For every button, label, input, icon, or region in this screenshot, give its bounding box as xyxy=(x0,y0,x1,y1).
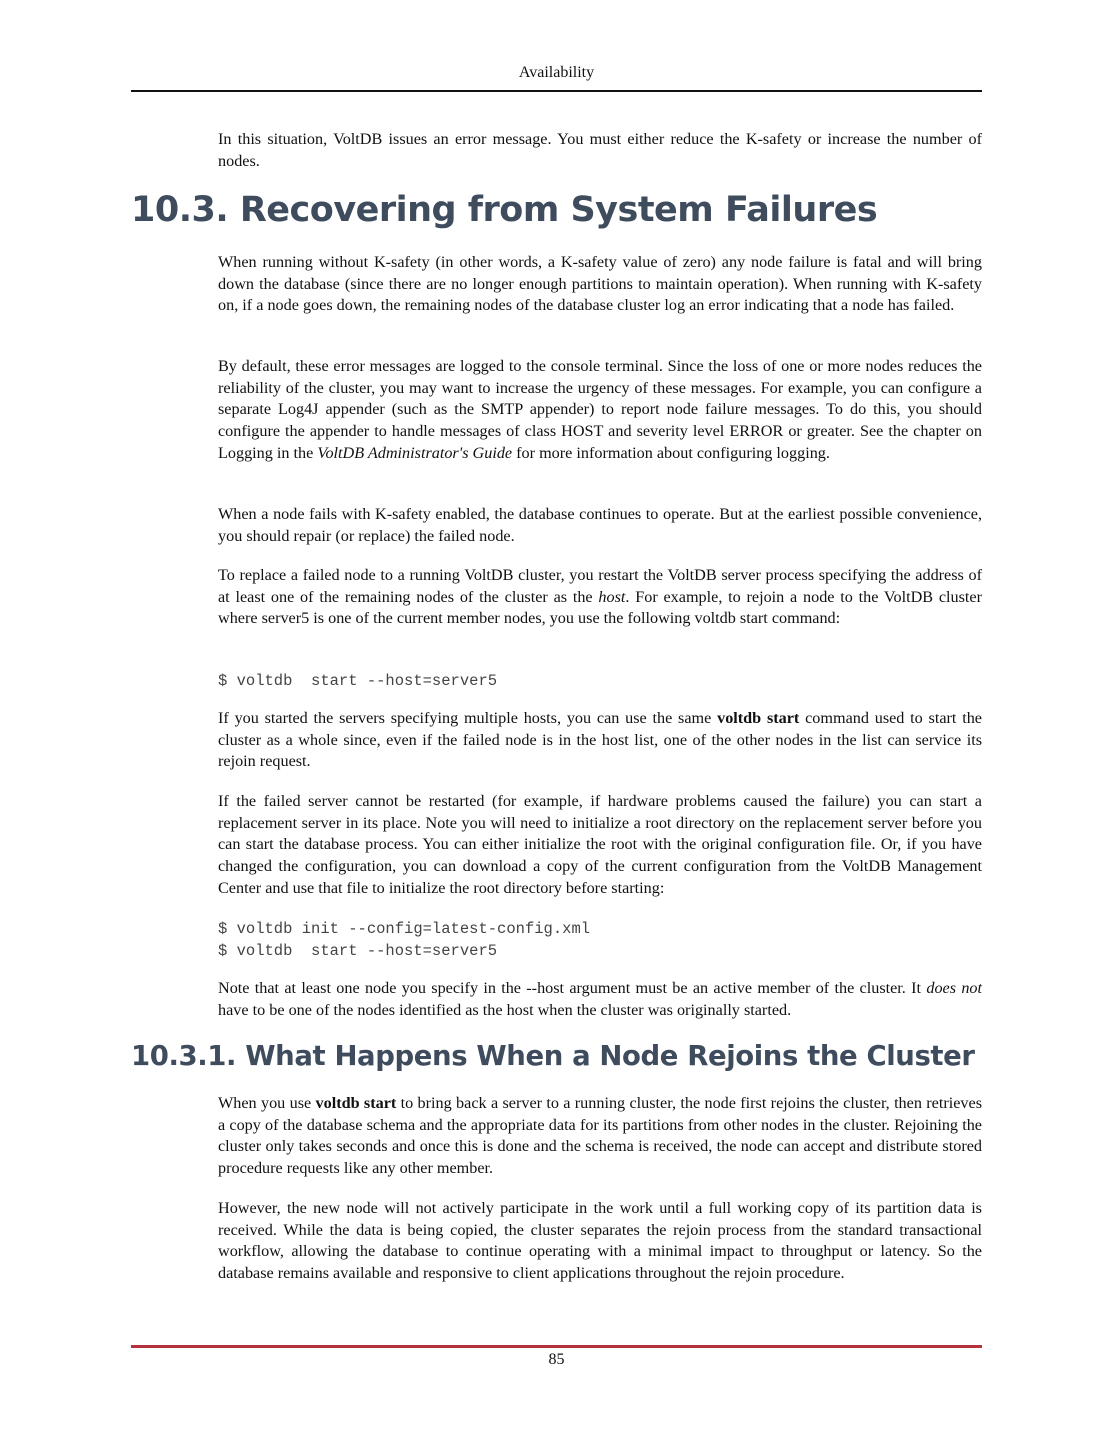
code-line: $ voltdb start --host=server5 xyxy=(218,942,498,960)
text: to bring back a server to a running cluster, the node first rejoins the cluster, then retrieves a copy of the database schema and the appropriate data for its partitions from other nodes in the cluster. Rejoining the cluster only takes seconds and once this is done and the schema is received, the node can accept and distribute stored procedure requests like any other member. xyxy=(218,1094,982,1178)
paragraph xyxy=(218,356,982,465)
code-block: $ voltdb start --host=server5 xyxy=(218,672,498,690)
paragraph xyxy=(218,708,982,773)
command: voltdb start xyxy=(717,709,800,727)
text: for more information about configuring logging. xyxy=(512,443,830,462)
text: When you use xyxy=(218,1094,316,1112)
running-header: Availability xyxy=(518,64,595,81)
page-number: 85 xyxy=(548,1351,565,1368)
footer-rule xyxy=(131,1345,982,1348)
text: By default, these error messages are logged to the console terminal. Since the loss of one or more nodes reduces the reliability of the cluster, you may want to increase the urgency of these messages. For example, you can configure a separate Log4J appender (such as the SMTP appender) to report node failure messages. To do this, you should configure the appender to handle messages of class HOST and severity level ERROR or greater. See the chapter on Logging in the xyxy=(218,357,982,462)
emphasis: host xyxy=(598,587,626,606)
text: . For example, to rejoin a node to the VoltDB cluster where server5 is one of the current member nodes, you use the following voltdb start command: xyxy=(218,587,982,628)
command: voltdb start xyxy=(315,1094,397,1112)
paragraph: However, the new node will not actively participate in the work until a full working copy of its partition data is received. While the data is being copied, the cluster separates the rejoin process from the standard transactional workflow, allowing the database to continue operating with a minimal impact to throughput or latency. So the database remains available and responsive to client applications throughout the rejoin procedure. xyxy=(218,1199,982,1283)
text: Note that at least one node you specify in the --host argument must be an active member of the cluster. It xyxy=(218,979,927,997)
text: have to be one of the nodes identified as the host when the cluster was originally started. xyxy=(218,1000,792,1019)
code-line: $ voltdb init --config=latest-config.xml xyxy=(218,920,591,938)
paragraph: If the failed server cannot be restarted (for example, if hardware problems caused the failure) you can start a replacement server in its place. Note you will need to initialize a root directory on the replacement server before you can start the database process. You can either initialize the root with the original configuration file. Or, if you have changed the configuration, you can download a copy of the current configuration from the VoltDB Management Center and use that file to initialize the root directory before starting: xyxy=(218,792,982,897)
code-block xyxy=(218,918,590,962)
text: If you started the servers specifying multiple hosts, you can use the same xyxy=(218,709,718,727)
paragraph xyxy=(218,1093,982,1180)
section-heading: 10.3. Recovering from System Failures xyxy=(131,190,878,230)
paragraph xyxy=(218,565,982,630)
subsection-heading: 10.3.1. What Happens When a Node Rejoins the Cluster xyxy=(131,1040,975,1072)
header-rule xyxy=(131,90,982,92)
paragraph xyxy=(218,978,982,1021)
text: command used to start the cluster as a whole since, even if the failed node is in the host list, one of the other nodes in the list can service its rejoin request. xyxy=(218,709,982,771)
emphasis: does not xyxy=(926,979,982,997)
paragraph: When a node fails with K-safety enabled, the database continues to operate. But at the earliest possible convenience, you should repair (or replace) the failed node. xyxy=(218,505,982,545)
book-title: VoltDB Administrator's Guide xyxy=(317,443,513,462)
paragraph: When running without K-safety (in other words, a K-safety value of zero) any node failure is fatal and will bring down the database (since there are no longer enough partitions to maintain operation). When running with K-safety on, if a node goes down, the remaining nodes of the database cluster log an error indicating that a node has failed. xyxy=(218,253,982,315)
paragraph: In this situation, VoltDB issues an error message. You must either reduce the K-safety or increase the number of nodes. xyxy=(218,130,982,170)
text: To replace a failed node to a running VoltDB cluster, you restart the VoltDB server process specifying the address of at least one of the remaining nodes of the cluster as the xyxy=(218,566,982,606)
